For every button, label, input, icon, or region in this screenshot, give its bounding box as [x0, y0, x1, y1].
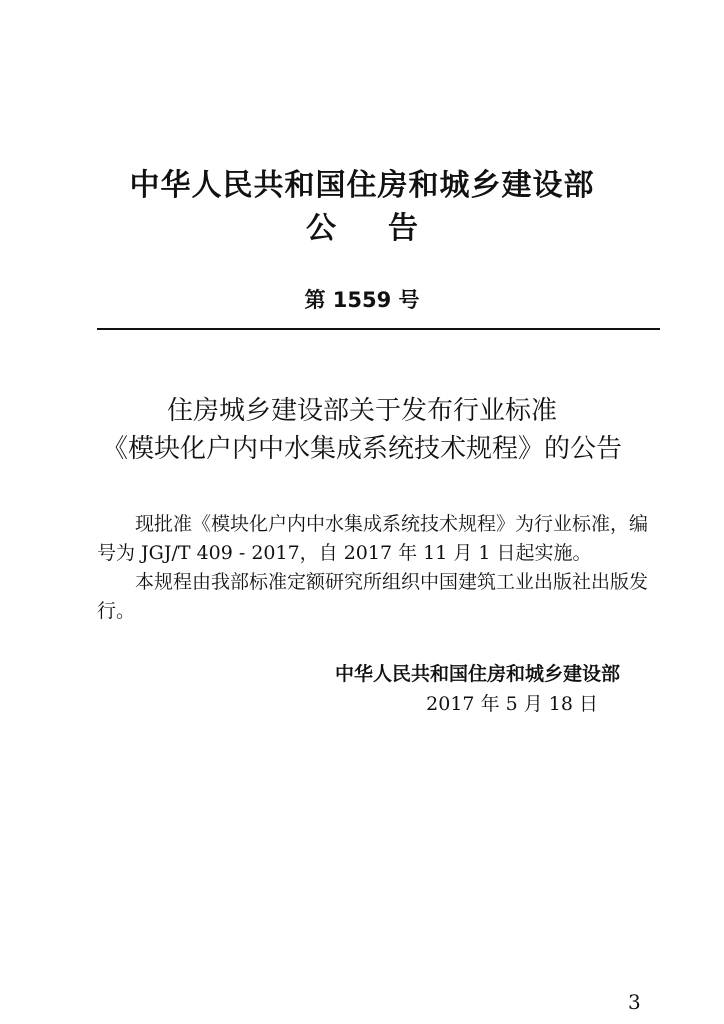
page-number: 3: [628, 990, 641, 1014]
subject-line-1: 住房城乡建设部关于发布行业标准: [166, 396, 557, 426]
subject-line-2: 《模块化户内中水集成系统技术规程》的公告: [101, 434, 622, 464]
notice-title: 公告: [306, 211, 470, 246]
body-paragraph: 现批准《模块化户内中水集成系统技术规程》为行业标准，编号为 JGJ/T 409 - 2017，自 2017 年 11 月 1 日起实施。: [97, 513, 649, 564]
issuing-organization-title: 中华人民共和国住房和城乡建设部: [129, 168, 595, 203]
header-divider: [97, 328, 660, 330]
body-paragraph: 本规程由我部标准定额研究所组织中国建筑工业出版社出版发行。: [97, 571, 649, 622]
notice-body: [97, 510, 663, 626]
signature-date: 2017 年 5 月 18 日: [426, 693, 598, 715]
signature-block: [300, 660, 620, 718]
notice-number: 第 1559 号: [304, 288, 420, 312]
notice-subject: [0, 392, 724, 468]
signature-organization: 中华人民共和国住房和城乡建设部: [334, 663, 620, 685]
